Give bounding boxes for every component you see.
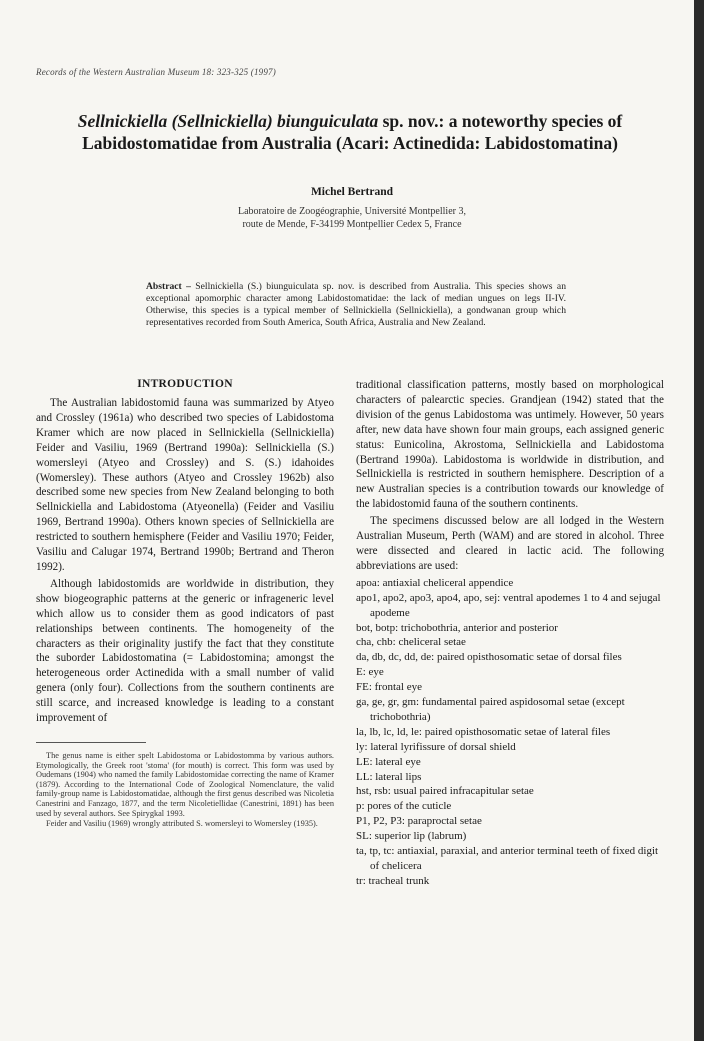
abbreviation-item: p: pores of the cuticle bbox=[356, 800, 452, 813]
abbreviation-item: SL: superior lip (labrum) bbox=[356, 830, 467, 843]
title-line1-rest: sp. nov.: a noteworthy species of bbox=[378, 111, 623, 131]
abbreviation-item: la, lb, lc, ld, le: paired opisthosomatic setae of lateral files bbox=[356, 725, 611, 738]
right-column bbox=[356, 378, 664, 889]
footnote-divider bbox=[36, 742, 146, 743]
section-heading-introduction: INTRODUCTION bbox=[137, 378, 233, 390]
affiliation-line-2: route de Mende, F-34199 Montpellier Cedex 5, France bbox=[242, 219, 462, 230]
abbreviation-item: ly: lateral lyrifissure of dorsal shield bbox=[356, 740, 516, 753]
abbreviation-item: FE: frontal eye bbox=[356, 681, 422, 694]
intro-paragraph-2: Although labidostomids are worldwide in distribution, they show biogeographic patterns at the generic or infrageneric level which allow us to consider them as good indicators of past relationships between continents. The homogeneity of the characters as their originality justify the fact that they constitute the suborder Labidostomatina (= Labidostomina; amongst the heterogeneous order Actinedida with a small number of valid genera (only four). Collections from the southern continents are still scarce, and increased knowledge is leading to a constant improvement of bbox=[36, 577, 334, 725]
affiliation-line-1: Laboratoire de Zoogéographie, Université Montpellier 3, bbox=[238, 206, 466, 217]
abbreviation-item: apo1, apo2, apo3, apo4, apo, sej: ventral apodemes 1 to 4 and sejugal apodeme bbox=[356, 591, 661, 619]
abbreviation-item: ga, ge, gr, gm: fundamental paired aspidosomal setae (except trichobothria) bbox=[356, 696, 625, 723]
intro-paragraph-3: traditional classification patterns, mostly based on morphological characters of palearctic species. Grandjean (1942) stated that the division of the genus Labidostoma was untimely. However, 50 years after, new data have shown four main groups, each assigned generic status: Eunicolina, Akrostoma, Sellnickiella and Labidostoma (Bertrand 1990a). Labidostoma is worldwide in distribution, and Sellnickiella is restricted in southern hemisphere. Description of a new Australian species is a contribution towards our knowledge of the labidostomid fauna of the southern continents. bbox=[356, 379, 664, 511]
journal-citation: Records of the Western Australian Museum 18: 323-325 (1997) bbox=[36, 67, 276, 77]
left-column bbox=[36, 378, 334, 830]
abbreviation-item: hst, rsb: usual paired infracapitular setae bbox=[356, 785, 534, 798]
abstract bbox=[146, 281, 566, 329]
abbreviation-item: da, db, dc, dd, de: paired opisthosomatic setae of dorsal files bbox=[356, 651, 622, 664]
abbreviation-item: LL: lateral lips bbox=[356, 770, 422, 783]
abstract-label: Abstract – bbox=[146, 281, 191, 292]
abstract-text: Sellnickiella (S.) biunguiculata sp. nov. is described from Australia. This species shows an exceptional apomorphic character among Labidostomatidae: the lack of median ungues on legs II-IV. Otherwise, this species is a typical member of Sellnickiella (Sellnickiella), a gondwanan group which representatives recorded from South America, South Africa, Australia and New Zealand. bbox=[146, 281, 566, 329]
abbreviation-item: ta, tp, tc: antiaxial, paraxial, and anterior terminal teeth of fixed digit of chelicera bbox=[356, 845, 659, 872]
abbreviation-item: bot, botp: trichobothria, anterior and posterior bbox=[356, 621, 558, 634]
abbreviation-item: cha, chb: cheliceral setae bbox=[356, 636, 466, 649]
abbreviation-item: LE: lateral eye bbox=[356, 755, 421, 768]
abbreviation-item: E: eye bbox=[356, 666, 384, 679]
article-title bbox=[40, 110, 660, 154]
abbreviation-item: P1, P2, P3: paraproctal setae bbox=[356, 815, 482, 828]
abbreviation-item: apoa: antiaxial cheliceral appendice bbox=[356, 576, 514, 589]
author-affiliation bbox=[0, 205, 704, 231]
abbreviation-item: tr: tracheal trunk bbox=[356, 874, 430, 887]
intro-paragraph-1: The Australian labidostomid fauna was summarized by Atyeo and Crossley (1961a) who described two species of Labidostoma Kramer which are now placed in Sellnickiella (Sellnickiella) Feider and Vasiliu, 1969 (Bertrand 1990a): Sellnickiella (S.) womersleyi (Atyeo and Crossley) and S. (S.) idahoides (Womersley). These authors (Atyeo and Crossley 1962b) also described some new species from New Zealand belonging to both Sellnickiella and Labidostoma (Atyeonella) (Feider and Vasiliu 1969, Bertrand 1990a). Others known species of Sellnickiella are restricted to southern hemisphere (Feider and Vasiliu 1970; Feider, Vasiliu and Calugar 1974, Bertrand 1990b; Bertrand and Theron 1992). bbox=[36, 397, 334, 573]
author-name: Michel Bertrand bbox=[310, 186, 394, 198]
abbreviation-list bbox=[356, 576, 664, 889]
title-line2: Labidostomatidae from Australia (Acari: Actinedida: Labidostomatina) bbox=[82, 133, 618, 153]
title-species-name: Sellnickiella (Sellnickiella) biunguiculata bbox=[77, 111, 379, 131]
intro-paragraph-4: The specimens discussed below are all lodged in the Western Australian Museum, Perth (WAM) and are stored in alcohol. Three were dissected and cleared in lactic acid. The following abbreviations are used: bbox=[356, 515, 664, 572]
footnote-1: The genus name is either spelt Labidostoma or Labidostomma by various authors. Etymologically, the Greek root 'stoma' (for mouth) is correct. This form was used by Oudemans (1904) who named the family Labidostomidae correcting the name of Kramer (1879). According to the International Code of Zoological Nomenclature, the valid family-group name is Labidostomatidae, although the first genus described was Nicoletia Canestrini and Fanzago, 1877, and the term Nicoletiellidae (Canestrini, 1891) has been used by several authors. See Spirygkal 1993. bbox=[36, 750, 334, 818]
footnote-2: Feider and Vasiliu (1969) wrongly attributed S. womersleyi to Womersley (1935). bbox=[46, 819, 318, 829]
page-edge bbox=[694, 0, 704, 1041]
